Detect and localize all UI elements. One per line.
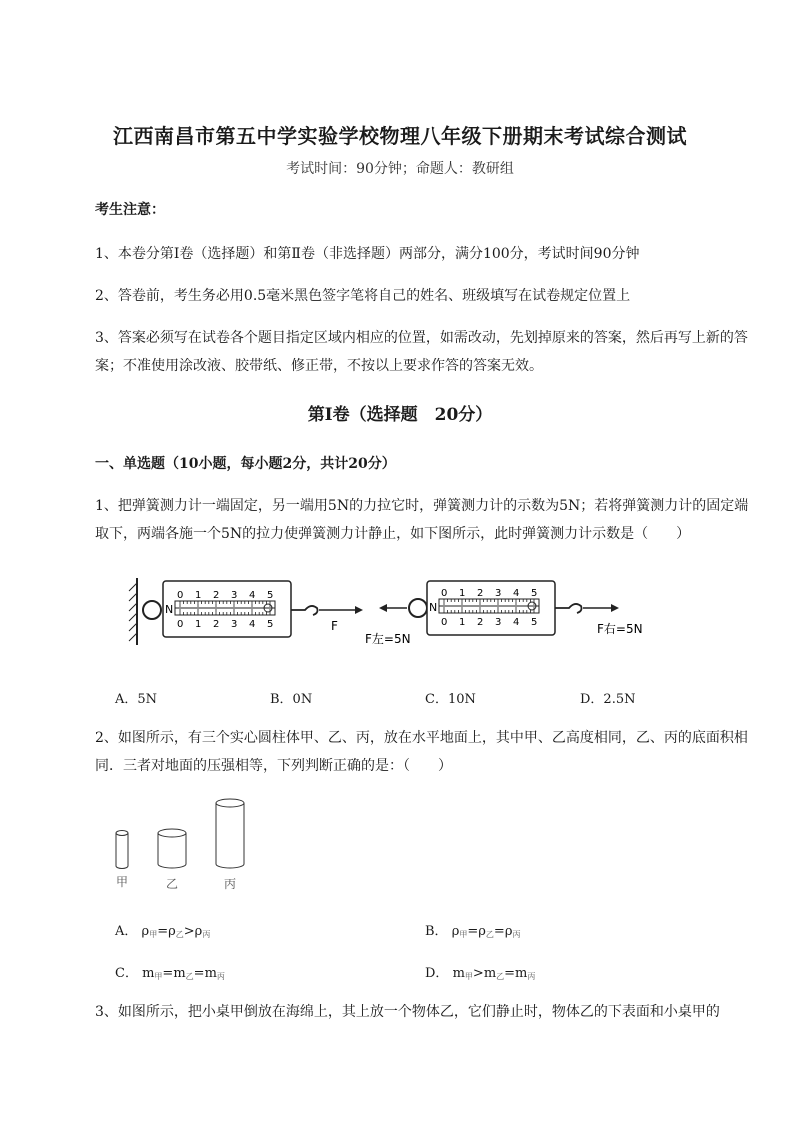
scale-tick-label: 1 [459, 617, 466, 628]
notice-item-2: 2、答卷前，考生务必用0.5毫米黑色签字笔将自己的姓名、班级填写在试卷规定位置上 [95, 288, 631, 304]
force-label-f: F [331, 619, 338, 633]
notice-item-3: 3、答案必须写在试卷各个题目指定区域内相应的位置，如需改动，先划掉原来的答案，然后再写上新的答案；不准使用涂改液、胶带纸、修正带，不按以上要求作答的答案无效。 [95, 330, 748, 374]
scale-tick-label: 2 [477, 588, 484, 599]
scale-tick-label: 3 [231, 590, 238, 601]
scale-unit-left: N [165, 603, 174, 616]
ring-icon [409, 599, 427, 617]
q2-option-c: C． $m_甲=m_乙=m_丙$ [115, 966, 225, 981]
scale-tick-label: 3 [495, 588, 502, 599]
svg-text:丙: 丙 [224, 877, 237, 891]
force-label-right: F右=5N [597, 622, 643, 636]
scale-tick-label: 0 [441, 617, 448, 628]
scale-tick-label: 4 [513, 617, 520, 628]
force-arrow-right [583, 604, 643, 636]
q2-option-b: B． $\rho_甲=\rho_乙=\rho_丙$ [425, 924, 521, 939]
scale-tick-label: 2 [213, 590, 220, 601]
q1-option-a: A．5N [115, 692, 158, 707]
page-title: 江西南昌市第五中学实验学校物理八年级下册期末考试综合测试 [113, 124, 687, 148]
scale-tick-label: 5 [531, 588, 538, 599]
spring-scale-right [427, 581, 555, 635]
scale-tick-label: 0 [441, 588, 448, 599]
scale-tick-label: 3 [231, 619, 238, 630]
scale-tick-label: 4 [249, 619, 256, 630]
q1-option-d: D．2.5N [580, 692, 636, 707]
notice-item-1: 1、本卷分第I卷（选择题）和第Ⅱ卷（非选择题）两部分，满分100分，考试时间90分钟 [95, 246, 640, 262]
q1-option-c: C．10N [425, 692, 476, 707]
hook-icon [555, 604, 582, 613]
cylinder-bing [216, 799, 244, 891]
scale-tick-label: 1 [195, 590, 202, 601]
scale-tick-label: 5 [267, 619, 274, 630]
notice-heading: 考生注意： [95, 202, 165, 218]
question-2-stem: 2、如图所示，有三个实心圆柱体甲、乙、丙，放在水平地面上，其中甲、乙高度相同，乙、丙的底面积相同．三者对地面的压强相等，下列判断正确的是：（ ） [95, 730, 748, 774]
cylinder-jia [116, 831, 128, 890]
scale-tick-label: 5 [531, 617, 538, 628]
scale-tick-label: 1 [459, 588, 466, 599]
scale-tick-label: 3 [495, 617, 502, 628]
cylinder-yi [158, 829, 186, 891]
q2-option-d: D． $m_甲>m_乙=m_丙$ [425, 966, 536, 981]
scale-unit-right: N [429, 601, 438, 614]
scale-tick-label: 4 [513, 588, 520, 599]
q1-option-b: B．0N [270, 692, 313, 707]
fixed-wall [129, 578, 137, 645]
question-1-stem: 1、把弹簧测力计一端固定，另一端用5N的力拉它时，弹簧测力计的示数为5N；若将弹簧测力计的固定端取下，两端各施一个5N的拉力使弹簧测力计静止，如下图所示，此时弹簧测力计示数是（ ） [95, 498, 749, 542]
scale-tick-label: 1 [195, 619, 202, 630]
scale-tick-label: 0 [177, 590, 184, 601]
scale-tick-label: 4 [249, 590, 256, 601]
q2-option-a: A． $\rho_甲=\rho_乙>\rho_丙$ [115, 924, 211, 939]
section-title: 第I卷（选择题 20分） [307, 405, 493, 425]
part-heading: 一、单选题（10小题，每小题2分，共计20分） [95, 456, 396, 472]
question-3-stem: 3、如图所示，把小桌甲倒放在海绵上，其上放一个物体乙，它们静止时，物体乙的下表面和小桌甲的 [95, 1004, 720, 1020]
cylinders-figure [110, 796, 270, 896]
scale-tick-label: 2 [477, 617, 484, 628]
ring-icon [143, 601, 161, 619]
spring-scale-left [163, 581, 291, 637]
force-arrow-f [319, 606, 363, 633]
scale-tick-label: 5 [267, 590, 274, 601]
exam-info: 考试时间：90分钟；命题人：教研组 [286, 161, 514, 177]
hook-icon [291, 606, 318, 615]
spring-scale-figure [125, 573, 665, 653]
scale-tick-label: 0 [177, 619, 184, 630]
scale-tick-label: 2 [213, 619, 220, 630]
force-label-left: F左=5N [365, 632, 411, 646]
svg-text:甲: 甲 [116, 875, 129, 889]
force-arrow-left [365, 604, 411, 646]
svg-text:乙: 乙 [166, 877, 179, 891]
